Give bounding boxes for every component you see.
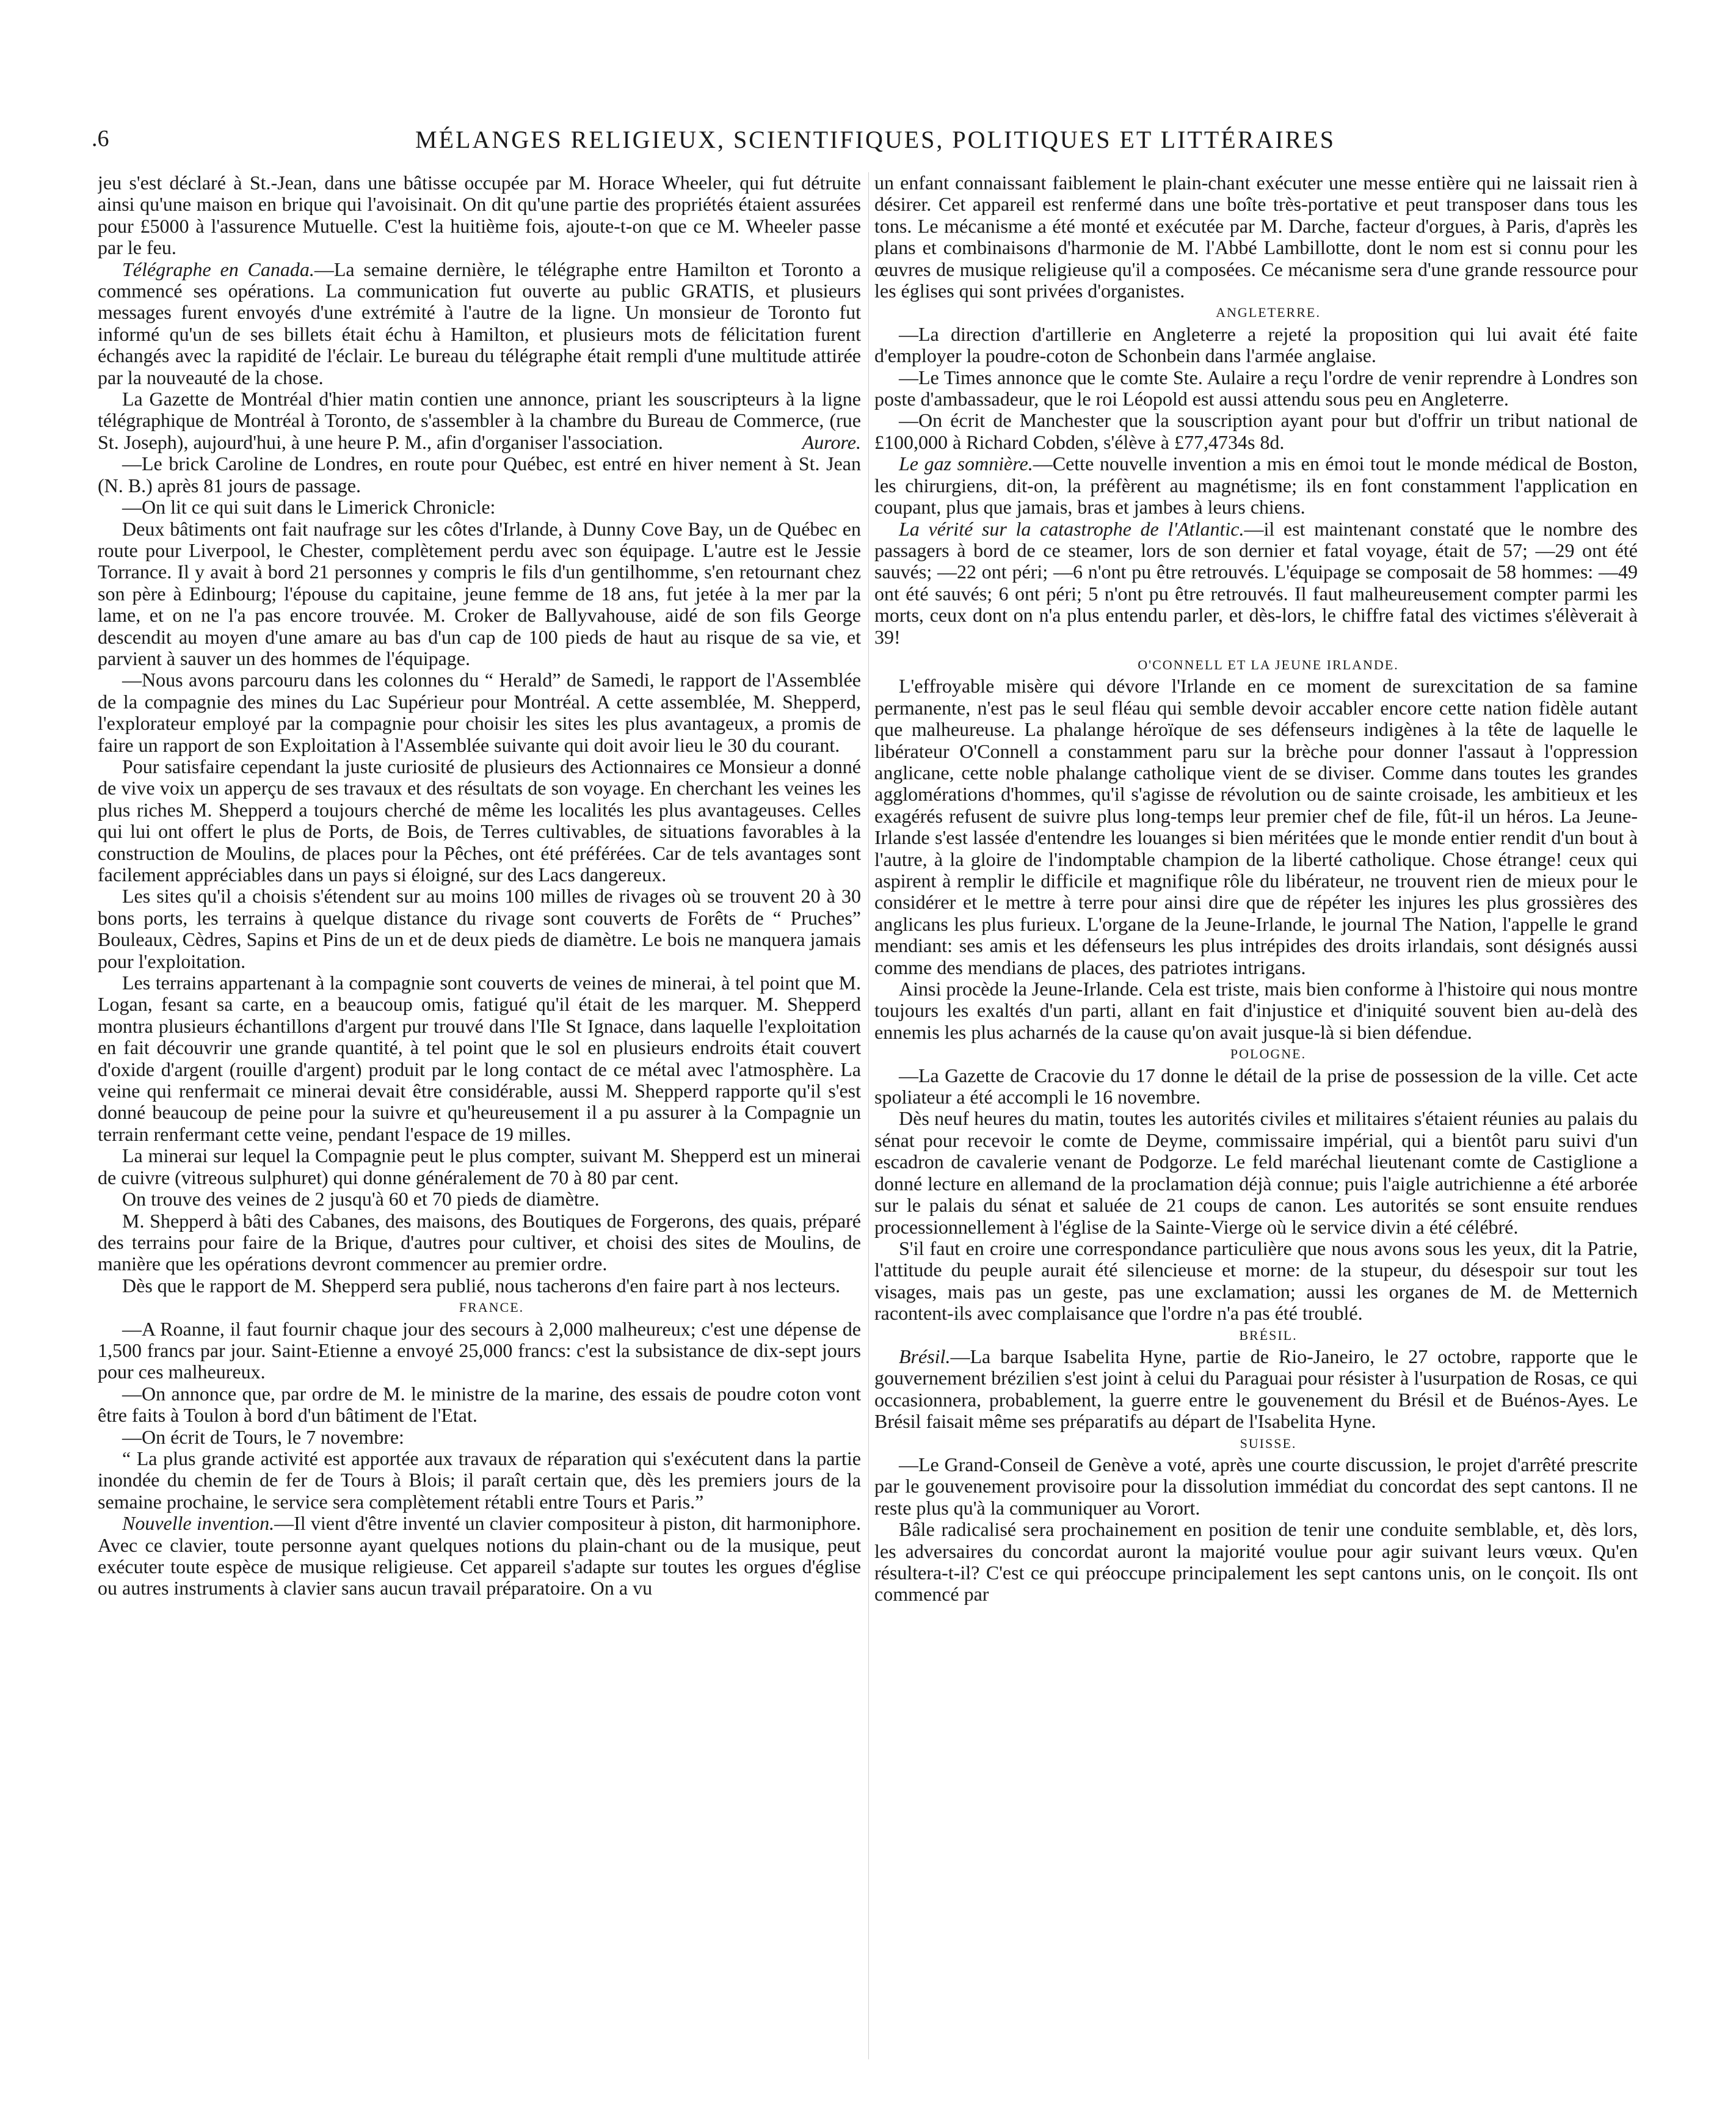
paragraph: [98, 1513, 861, 1599]
paragraph: —On écrit de Tours, le 7 novembre:: [122, 1425, 404, 1448]
article-heading: La vérité sur la catastrophe de l'Atlantic.: [899, 517, 1244, 540]
paragraph: [98, 259, 861, 388]
source-signature: Aurore.: [802, 431, 861, 453]
paragraph: —On lit ce qui suit dans le Limerick Chronicle:: [122, 496, 496, 518]
paragraph: un enfant connaissant faiblement le plain-chant exécuter une messe entière qui ne laissait rien à désirer. Cet appareil est renfermé dans une boîte très-portative et peut transposer dans tous les tons. Le mécanisme a été monté et exécutée par M. Darche, facteur d'orgues, à Paris, d'après les plans et combinaisons d'harmonie de M. l'Abbé Lambillotte, dont le nom est si connu pour les œuvres de musique religieuse qu'il a composées. Ce mécanisme sera d'une grande ressource pour les églises qui sont privées d'organistes.: [874, 172, 1638, 302]
paragraph: —A Roanne, il faut fournir chaque jour des secours à 2,000 malheureux; c'est une dépense de 1,500 francs par jour. Saint-Etienne a envoyé 25,000 francs: c'est la subsistance de dix-sept jours pour ces malheureux.: [98, 1317, 861, 1383]
paragraph: —La Gazette de Cracovie du 17 donne le détail de la prise de possession de la ville. Cet acte spoliateur a été accompli le 16 novembre.: [874, 1064, 1638, 1108]
section-heading-angleterre: ANGLETERRE.: [1216, 305, 1321, 321]
page-header: [92, 125, 1646, 162]
paragraph-text: —La semaine dernière, le télégraphe entre Hamilton et Toronto a commencé ses opérations. La communication fut ouverte au public GRATIS, et plusieurs messages furent envoyés d'une extrémité à l'autre de la ligne. Un monsieur de Toronto fut informé qu'un de ses billets était échu à Hamilton, et plusieurs mots de félicitation furent échangés avec la rapidité de l'éclair. Le bureau du télégraphe était rempli d'une multitude attirée par la nouveauté de la chose.: [98, 258, 861, 388]
paragraph: Deux bâtiments ont fait naufrage sur les côtes d'Irlande, à Dunny Cove Bay, un de Québec en route pour Liverpool, le Chester, complètement perdu avec son équipage. L'autre est le Jessie Torrance. Il y avait à bord 21 personnes y compris le fils d'un gentilhomme, s'en retournant chez son père à Edinbourg; l'épouse du capitaine, jeune femme de 18 ans, fut jetée à la mer par la lame, et on ne l'a pas encore trouvée. M. Croker de Ballyvahouse, aidé de son fils George descendit au moyen d'une amare au bas d'un cap de 100 pieds de haut au risque de sa vie, et parvient à sauver un des hommes de l'équipage.: [98, 517, 861, 669]
paragraph: L'effroyable misère qui dévore l'Irlande en ce moment de surexcitation de sa famine permanente, n'est pas le seul fléau qui semble devoir accabler encore cette nation fidèle autant que malheureuse. La phalange héroïque de ses défenseurs indigènes à la tête de laquelle le libérateur O'Connell a constamment paru sur la brèche pour donner l'assaut à l'oppression anglicane, cette noble phalange catholique vient de se diviser. Comme dans toutes les grandes agglomérations d'hommes, qu'il s'agisse de révolution ou de sainte croisade, les ambitieux et les exagérés refusent de suivre plus long-temps leur premier chef de file, fût-il un héros. La Jeune-Irlande s'est lassée d'entendre les louanges si bien méritées que le monde entier rendit d'un bout à l'autre, à la gloire de l'indomptable champion de la liberté catholique. Chose étrange! ceux qui aspirent à remplir le difficile et magnifique rôle du libérateur, ne trouvent rien de mieux pour le considérer et le mettre à terre pour ainsi dire que de répéter les injures les plus grossières des anglicans les plus furieux. L'organe de la Jeune-Irlande, le journal The Nation, l'appelle le grand mendiant: ses amis et les défenseurs les plus intrépides des droits irlandais, sont désignés aussi comme des mendians de places, des patriotes intrigans.: [874, 675, 1638, 978]
paragraph: [874, 518, 1638, 648]
paragraph-text: —il est maintenant constaté que le nombre des passagers à bord de ce steamer, lors de son dernier et fatal voyage, était de 57; —29 ont été sauvés; —22 ont péri; —6 n'ont pu être retrouvés. L'équipage se composait de 58 hommes: —49 ont été sauvés; 6 ont péri; 5 n'ont pu être retrouvés. Il faut malheureusement compter parmi les morts, ceux dont on n'a plus entendu parler, et dès-lors, le chiffre fatal des victimes s'élèverait à 39!: [874, 517, 1638, 648]
paragraph-text: —La barque Isabelita Hyne, partie de Rio-Janeiro, le 27 octobre, rapporte que le gouvernement brézilien s'est joint à celui du Paraguai pour résister à l'usurpation de Rosas, ce qui occasionnera, probablement, la guerre entre le gouvenement du Brésil et de Buénos-Ayes. Le Brésil faisait même ses préparatifs au départ de l'Isabelita Hyne.: [874, 1345, 1638, 1433]
paragraph: —Le brick Caroline de Londres, en route pour Québec, est entré en hiver nement à St. Jean (N. B.) après 81 jours de passage.: [98, 453, 861, 497]
section-heading-suisse: SUISSE.: [1240, 1435, 1297, 1451]
paragraph: jeu s'est déclaré à St.-Jean, dans une bâtisse occupée par M. Horace Wheeler, qui fut détruite ainsi qu'une maison en brique qui l'avoisinait. On dit qu'une partie des propriétés étaient assurées pour £5000 à l'assurence Mutuelle. C'est la huitième fois, ajoute-t-on que ce M. Wheeler passe par le feu.: [98, 172, 861, 259]
paragraph: —On écrit de Manchester que la souscription ayant pour but d'offrir un tribut national de £100,000 à Richard Cobden, s'élève à £77,4734s 8d.: [874, 409, 1638, 453]
paragraph: On trouve des veines de 2 jusqu'à 60 et 70 pieds de diamètre.: [122, 1188, 600, 1210]
paragraph: Bâle radicalisé sera prochainement en position de tenir une conduite semblable, et, dès lors, les adversaires du concordat auront la majorité voulue pour agir suivant leurs vœux. Qu'en résultera-t-il? C'est ce qui préoccupe principalement les sept cantons unis, on le conçoit. Ils ont commencé par: [874, 1518, 1638, 1606]
section-spacer: [874, 648, 1638, 654]
right-column: [874, 172, 1638, 2059]
paragraph: —La direction d'artillerie en Angleterre a rejeté la proposition qui lui avait été faite d'employer la poudre-coton de Schonbein dans l'armée anglaise.: [874, 322, 1638, 367]
paragraph: S'il faut en croire une correspondance particulière que nous avons sous les yeux, dit la Patrie, l'attitude du peuple aurait été silencieuse et morne: de la stupeur, du désespoir sur tout les visages, mais pas un geste, pas une exclamation; aussi les organes de M. de Metternich racontent-ils avec complaisance que l'ordre n'a pas été troublé.: [874, 1237, 1638, 1325]
article-heading: Télégraphe en Canada.: [122, 258, 314, 280]
paragraph: —On annonce que, par ordre de M. le ministre de la marine, des essais de poudre coton vont être faits à Toulon à bord d'un bâtiment de l'Etat.: [98, 1382, 861, 1427]
paragraph-text: —Cette nouvelle invention a mis en émoi tout le monde médical de Boston, les chirurgiens, dit-on, la préfèrent au magnétisme; ils en font constamment l'application en coupant, plus que jamais, bras et jambes à leurs chiens.: [874, 453, 1638, 518]
paragraph: —Le Grand-Conseil de Genève a voté, après une courte discussion, le projet d'arrêté prescrite par le gouvenement provisoire pour la dissolution immédiat du concordat des sept cantons. Il ne reste plus qu'à la communiquer au Vorort.: [874, 1453, 1638, 1519]
paragraph: M. Shepperd à bâti des Cabanes, des maisons, des Boutiques de Forgerons, des quais, préparé des terrains pour faire de la Brique, d'autres pour cultiver, et choisi des sites de Moulins, de manière que les opérations devront commencer au premier ordre.: [98, 1209, 861, 1275]
paragraph: Les terrains appartenant à la compagnie sont couverts de veines de minerai, à tel point que M. Logan, fesant sa carte, en a beaucoup omis, fatigué qu'il était de les marquer. M. Shepperd montra plusieurs échantillons d'argent pur trouvé dans l'Ile St Ignace, dans laquelle l'exploitation en fait découvrir une grande quantité, à tel point que le sol en plusieurs endroits était couvert d'oxide d'argent (rouille d'argent) produit par le long contact de ce métal avec l'atmosphère. La veine qui renfermait ce minerai devait être considérable, aussi M. Shepperd rapporte qu'il s'est donné beaucoup de peine pour la suivre et qu'heureusement il a pu assurer à la Compagnie un terrain renfermant cette veine, pendant l'espace de 19 milles.: [98, 972, 861, 1145]
article-heading: Le gaz somnière.: [899, 453, 1033, 475]
paragraph: [874, 1346, 1638, 1433]
running-title: MÉLANGES RELIGIEUX, SCIENTIFIQUES, POLITIQUES ET LITTÉRAIRES: [415, 126, 1335, 153]
section-heading-france: FRANCE.: [459, 1300, 525, 1315]
paragraph: —Nous avons parcouru dans les colonnes du “ Herald” de Samedi, le rapport de l'Assemblée de la compagnie des mines du Lac Supérieur pour Montréal. A cette assemblée, M. Shepperd, l'explorateur employé par la compagnie pour choisir les sites les plus avantageux, a promis de faire un rapport de son Exploitation à l'Assemblée suivante qui doit avoir lieu le 30 du courant.: [98, 669, 861, 756]
paragraph: [874, 453, 1638, 518]
paragraph: Les sites qu'il a choisis s'étendent sur au moins 100 milles de rivages où se trouvent 20 à 30 bons ports, les terrains à quelque distance du rivage sont couverts de Forêts de “ Pruches” Bouleaux, Cèdres, Sapins et Pins de un et de deux pieds de diamètre. Le bois ne manquera jamais pour l'exploitation.: [98, 885, 861, 972]
column-divider: [868, 172, 869, 2059]
paragraph-text: —Il vient d'être inventé un clavier compositeur à piston, dit harmoniphore. Avec ce clavier, toute personne ayant quelques notions du plain-chant ou de la musique, peut exécuter toute espèce de musique religieuse. Cet appareil s'adapte sur toutes les orgues d'église ou autres instruments à clavier sans aucun travail préparatoire. On a vu: [98, 1512, 861, 1599]
left-column: [98, 172, 861, 2059]
paragraph: “ La plus grande activité est apportée aux travaux de réparation qui s'exécutent dans la partie inondée du chemin de fer de Tours à Blois; il paraît certain que, dès les premiers jours de la semaine prochaine, le service sera complètement rétabli entre Tours et Paris.”: [98, 1447, 861, 1513]
section-heading-oconnell: O'CONNELL ET LA JEUNE IRLANDE.: [1138, 657, 1399, 672]
paragraph: Ainsi procède la Jeune-Irlande. Cela est triste, mais bien conforme à l'histoire qui nous montre toujours les exaltés d'un parti, allant en fait d'injustice et d'iniquité souvent bien au-delà des ennemis les plus acharnés de la cause qu'on avait jusque-là si bien défendue.: [874, 978, 1638, 1043]
paragraph: —Le Times annonce que le comte Ste. Aulaire a reçu l'ordre de venir reprendre à Londres son poste d'ambassadeur, que le roi Léopold est aussi attendu sous peu en Angleterre.: [874, 366, 1638, 410]
page-number: .6: [92, 126, 109, 151]
article-heading: Nouvelle invention.: [122, 1512, 275, 1535]
section-heading-bresil: BRÉSIL.: [1239, 1327, 1298, 1343]
paragraph: Dès que le rapport de M. Shepperd sera publié, nous tacherons d'en faire part à nos lecteurs.: [122, 1274, 841, 1297]
paragraph: La minerai sur lequel la Compagnie peut le plus compter, suivant M. Shepperd est un minerai de cuivre (vitreous sulphuret) qui donne généralement de 70 à 80 par cent.: [98, 1144, 861, 1188]
section-heading-pologne: POLOGNE.: [1230, 1046, 1307, 1062]
paragraph: [98, 388, 861, 453]
article-heading: Brésil.: [899, 1345, 951, 1367]
paragraph: Pour satisfaire cependant la juste curiosité de plusieurs des Actionnaires ce Monsieur a donné de vive voix un apperçu de ses travaux et des résultats de son voyage. En cherchant les veines les plus riches M. Shepperd a toujours cherché de même les localités les plus avantageuses. Celles qui lui ont offert le plus de Ports, de Bois, de Terres cultivables, de situations favorables à la construction de Moulins, de places pour la Pêches, ont été préférées. Car de tels avantages sont facilement appréciables dans un pays si éloigné, sur des Lacs dangereux.: [98, 755, 861, 886]
paragraph-text: La Gazette de Montréal d'hier matin contien une annonce, priant les souscripteurs à la ligne télégraphique de Montréal à Toronto, de s'assembler à la chambre du Bureau de Commerce, (rue St. Joseph), aujourd'hui, à une heure P. M., afin d'organiser l'association.: [98, 388, 861, 453]
paragraph: Dès neuf heures du matin, toutes les autorités civiles et militaires s'étaient réunies au palais du sénat pour recevoir le comte de Deyme, commissaire impérial, qui a bientôt paru suivi d'un escadron de cavalerie venant de Podgorze. Le feld maréchal lieutenant comte de Castiglione a donné lecture en allemand de la proclamation déjà connue; puis l'aigle autrichienne a été arborée sur le palais du sénat et saluée de 21 coups de canon. Les autorités se sont ensuite rendues processionnellement à l'église de la Sainte-Vierge où le service divin a été célébré.: [874, 1107, 1638, 1238]
